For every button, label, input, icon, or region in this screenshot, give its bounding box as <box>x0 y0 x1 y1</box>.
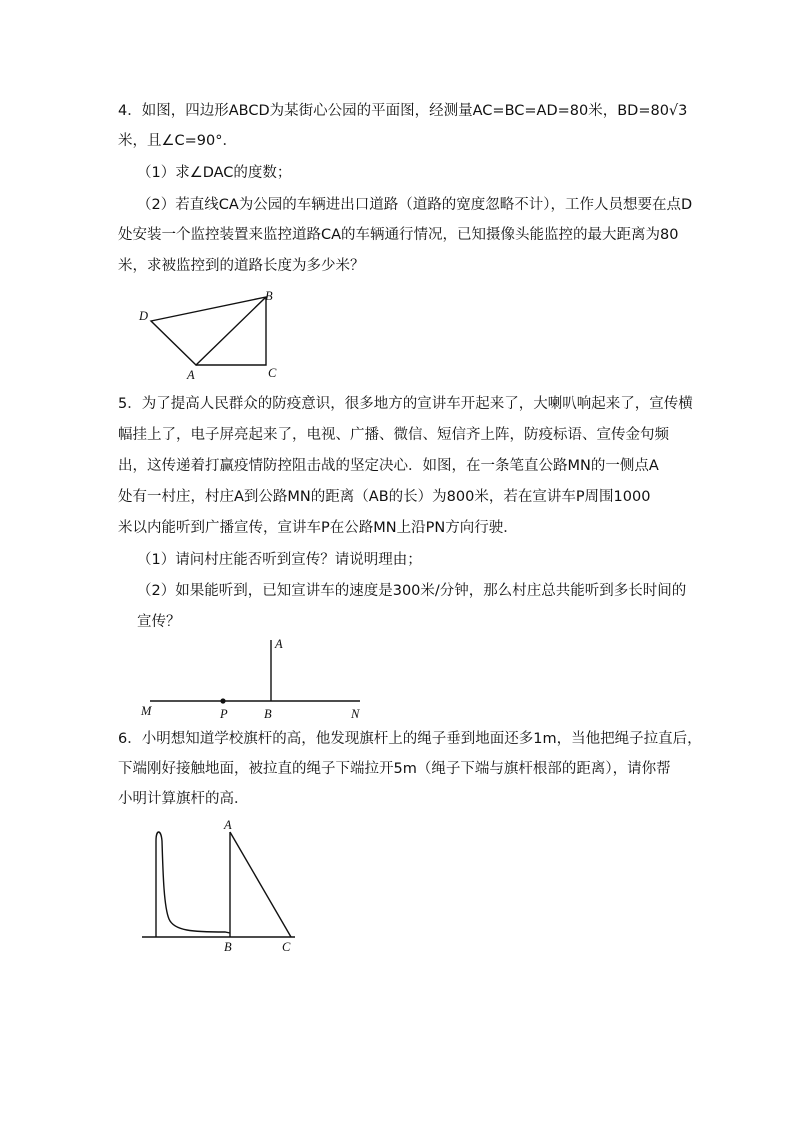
q5-figure <box>135 633 375 723</box>
q6-label-C: C <box>282 940 291 954</box>
q5-part-1: （1）请问村庄能否听到宣传？请说明理由； <box>137 552 422 568</box>
q5-label-A: A <box>275 637 283 651</box>
q4-part-1: （1）求∠DAC的度数； <box>137 165 292 181</box>
q6-line-1: 6．小明想知道学校旗杆的高，他发现旗杆上的绳子垂到地面还多1m，当他把绳子拉直后， <box>118 731 702 747</box>
q6-label-A: A <box>224 818 232 832</box>
q4-line-1: 4．如图，四边形ABCD为某街心公园的平面图，经测量AC=BC=AD=80米，BD=80√3 <box>118 103 688 119</box>
q4-part-2-line-2: 处安装一个监控装置来监控道路CA的车辆通行情况，已知摄像头能监控的最大距离为80 <box>118 227 679 243</box>
q4-part-2-line-3: 米，求被监控到的道路长度为多少米？ <box>118 258 365 274</box>
q6-line-2: 下端刚好接触地面，被拉直的绳子下端拉开5m（绳子下端与旗杆根部的距离），请你帮 <box>118 761 671 777</box>
q6-figure <box>135 815 315 960</box>
q5-line-5: 米以内能听到广播宣传，宣讲车P在公路MN上沿PN方向行驶． <box>118 520 518 536</box>
q5-part-2-line-2: 宣传？ <box>137 614 181 630</box>
q5-line-4: 处有一村庄，村庄A到公路MN的距离（AB的长）为800米，若在宣讲车P周围1000 <box>118 489 651 505</box>
q6-hanging-rope <box>156 832 230 937</box>
q5-label-P: P <box>220 707 228 721</box>
q6-label-B: B <box>224 940 232 954</box>
q5-line-3: 出，这传递着打赢疫情防控阻击战的坚定决心．如图，在一条笔直公路MN的一侧点A <box>118 458 659 474</box>
q4-figure <box>130 285 290 385</box>
q5-line-2: 幅挂上了，电子屏亮起来了，电视、广播、微信、短信齐上阵，防疫标语、宣传金句频 <box>118 427 669 443</box>
q4-line-2: 米，且∠C=90°． <box>118 133 237 149</box>
q4-label-C: C <box>268 366 277 380</box>
q4-label-D: D <box>139 309 149 323</box>
q5-label-B: B <box>264 707 272 721</box>
q4-quadrilateral <box>151 297 266 365</box>
q6-taut-rope-AC <box>230 832 291 937</box>
q5-part-2-line-1: （2）如果能听到，已知宣讲车的速度是300米/分钟，那么村庄总共能听到多长时间的 <box>137 583 687 599</box>
q5-label-N: N <box>351 707 360 721</box>
q5-label-M: M <box>141 704 152 718</box>
q4-part-2-line-1: （2）若直线CA为公园的车辆进出口道路（道路的宽度忽略不计），工作人员想要在点D <box>137 197 693 213</box>
q6-line-3: 小明计算旗杆的高． <box>118 791 249 807</box>
q4-label-B: B <box>265 289 273 303</box>
q4-label-A: A <box>187 368 195 382</box>
q5-point-P <box>220 698 225 703</box>
q5-line-1: 5．为了提高人民群众的防疫意识，很多地方的宣讲车开起来了，大喇叭响起来了，宣传横 <box>118 396 693 412</box>
